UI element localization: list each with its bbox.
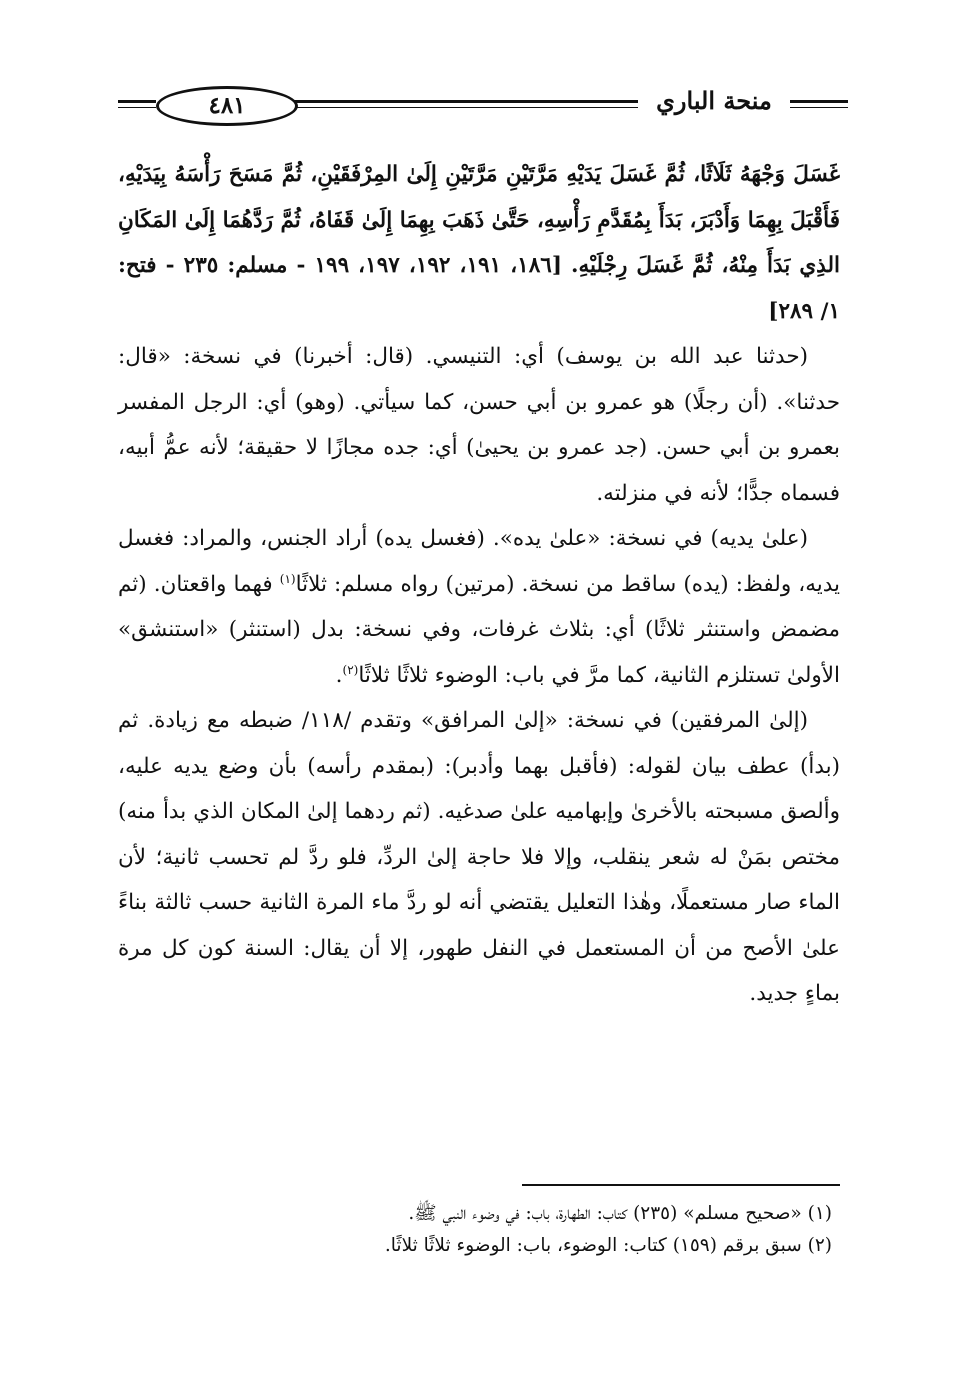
commentary-paragraph-3: (إلىٰ المرفقين) في نسخة: «إلىٰ المرافق» وتقدم /١١٨/ ضبطه مع زيادة. ثم (بدأ) عطف بيان لقوله: (فأقبل بهما وأدبر): (بمقدم رأسه) بأن وضع يديه عليه، وألصق مسبحته بالأخرىٰ وإبهاميه علىٰ صدغيه. (ثم ردهما إلىٰ المكان الذي بدأ منه) مختص بمَنْ له شعر ينقلب، وإلا فلا حاجة إلىٰ الردِّ، فلو ردَّ لم تحسب ثانية؛ لأن الماء صار مستعملًا، وهٰذا التعليل يقتضي أنه لو ردَّ ماء المرة الثانية حسب ثالثة بناءً علىٰ الأصح من أن المستعمل في النفل طهور، إلا أن يقال: السنة كون كل مرة بماءٍ جديد. [118, 708, 840, 1006]
page-header [118, 88, 848, 128]
commentary-paragraph-2 [118, 516, 840, 698]
footnote-ref-2[interactable]: (٢) [342, 662, 359, 677]
paragraph-2-continued: فهما واقعتان. (ثم مضمض واستنثر ثلاثًا) أي: بثلاث غرفات، وفي نسخة: بدل (استنثر) «استنشق» الأولىٰ تستلزم الثانية، كما مرَّ في باب: الوضوء ثلاثًا ثلاثًا [118, 571, 840, 688]
paragraph-2-end: . [335, 662, 343, 688]
page-number: ٤٨١ [156, 86, 298, 126]
header-rule-left [118, 100, 156, 108]
running-title: منحة الباري [638, 86, 790, 115]
footnote-rule [522, 1184, 840, 1186]
hadith-text: غَسَلَ وَجْهَهُ ثَلَاثًا، ثُمَّ غَسَلَ يَدَيْهِ مَرَّتَيْنِ مَرَّتَيْنِ إِلَىٰ المِرْفَقَيْنِ، ثُمَّ مَسَحَ رَأْسَهُ بِيَدَيْهِ، فَأَقْبَلَ بِهِمَا وَأَدْبَرَ، بَدَأَ بِمُقَدَّمِ رَأْسِهِ، حَتَّىٰ ذَهَبَ بِهِمَا إِلَىٰ قَفَاهُ، ثُمَّ رَدَّهُمَا إِلَىٰ المَكَانِ الذِي بَدَأَ مِنْهُ، ثُمَّ غَسَلَ رِجْلَيْهِ. [١٨٦، ١٩١، ١٩٢، ١٩٧، ١٩٩ - مسلم: ٢٣٥ - فتح: ١/ ٢٨٩] [118, 162, 840, 324]
commentary-paragraph-1: (حدثنا عبد الله بن يوسف) أي: التنيسي. (قال: أخبرنا) في نسخة: «قال: حدثنا». (أن رجلًا) هو عمرو بن أبي حسن، كما سيأتي. (وهو) أي: الرجل المفسر بعمرو بن أبي حسن. (جد عمرو بن يحيىٰ) أي: جده مجازًا لا حقيقة؛ لأنه عمُّ أبيه، فسماه جدًّا؛ لأنه في منزلته. [118, 344, 840, 506]
header-rule-oval-tail [290, 100, 356, 108]
paragraph-2-text: (علىٰ يديه) في نسخة: «علىٰ يده». (فغسل يده) أراد الجنس، والمراد: فغسل يديه، ولفظ: (يده) ساقط من نسخة. (مرتين) رواه مسلم: ثلاثًا [118, 526, 840, 597]
footnote-ref-1[interactable]: (١) [279, 571, 296, 586]
main-text [118, 152, 840, 1017]
footnote-2: (٢) سبق برقم (١٥٩) كتاب: الوضوء، باب: الوضوء ثلاثًا ثلاثًا. [384, 1235, 832, 1256]
footnotes [118, 1184, 840, 1262]
footnote-1: (١) «صحيح مسلم» (٢٣٥) كتاب: الطهارة، باب: في وضوء النبي ﷺ. [408, 1203, 832, 1224]
